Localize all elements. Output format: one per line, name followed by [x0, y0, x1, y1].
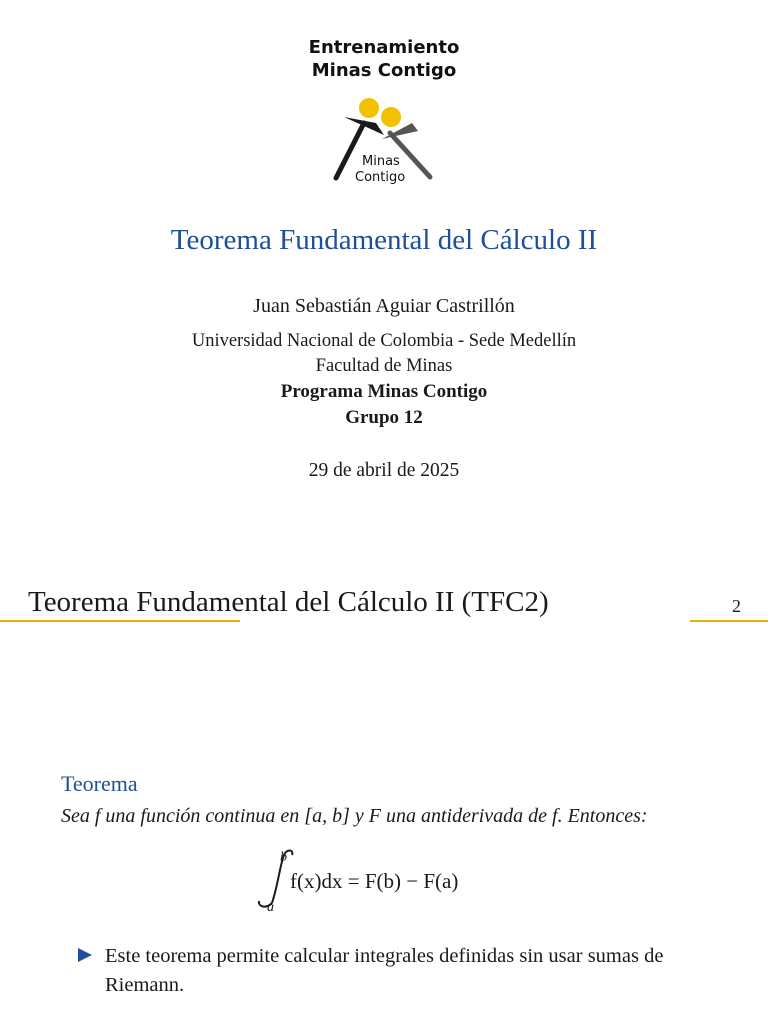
integral-expression: f(x)dx = F(b) − F(a) — [290, 869, 459, 893]
brand-line-2: Minas Contigo — [311, 60, 457, 81]
logo-circle-left — [359, 98, 379, 118]
integral-sign-icon — [259, 851, 292, 907]
logo-text-2: Contigo — [355, 170, 406, 185]
title-rule-left — [0, 620, 240, 622]
institution: Universidad Nacional de Colombia - Sede Medellín — [191, 331, 577, 351]
program-name: Programa Minas Contigo — [280, 381, 488, 402]
theorem-heading: Teorema — [61, 771, 138, 796]
logo-circle-right — [381, 107, 401, 127]
group-name: Grupo 12 — [345, 407, 423, 428]
presentation-date: 29 de abril de 2025 — [308, 460, 460, 481]
brand-line-1: Entrenamiento — [308, 37, 460, 58]
integral-formula — [250, 845, 550, 915]
bullet-item: Este teorema permite calcular integrales definidas sin usar sumas de Riemann. — [105, 945, 664, 996]
bullet-triangle-icon — [78, 948, 92, 962]
author-name: Juan Sebastián Aguiar Castrillón — [253, 295, 515, 317]
theorem-statement: Sea f una función continua en [a, b] y F una antiderivada de f. Entonces: — [61, 805, 648, 827]
logo-text-1: Minas — [362, 154, 400, 169]
logo-pick-head — [344, 117, 384, 135]
integral-lower-limit: a — [267, 900, 274, 915]
slide-title: Teorema Fundamental del Cálculo II (TFC2) — [28, 586, 549, 618]
page-number: 2 — [732, 596, 741, 616]
minas-contigo-logo-icon — [330, 95, 440, 187]
title-rule-right — [690, 620, 768, 622]
faculty: Facultad de Minas — [315, 356, 453, 376]
integral-upper-limit: b — [280, 850, 287, 865]
presentation-title: Teorema Fundamental del Cálculo II — [170, 224, 598, 256]
